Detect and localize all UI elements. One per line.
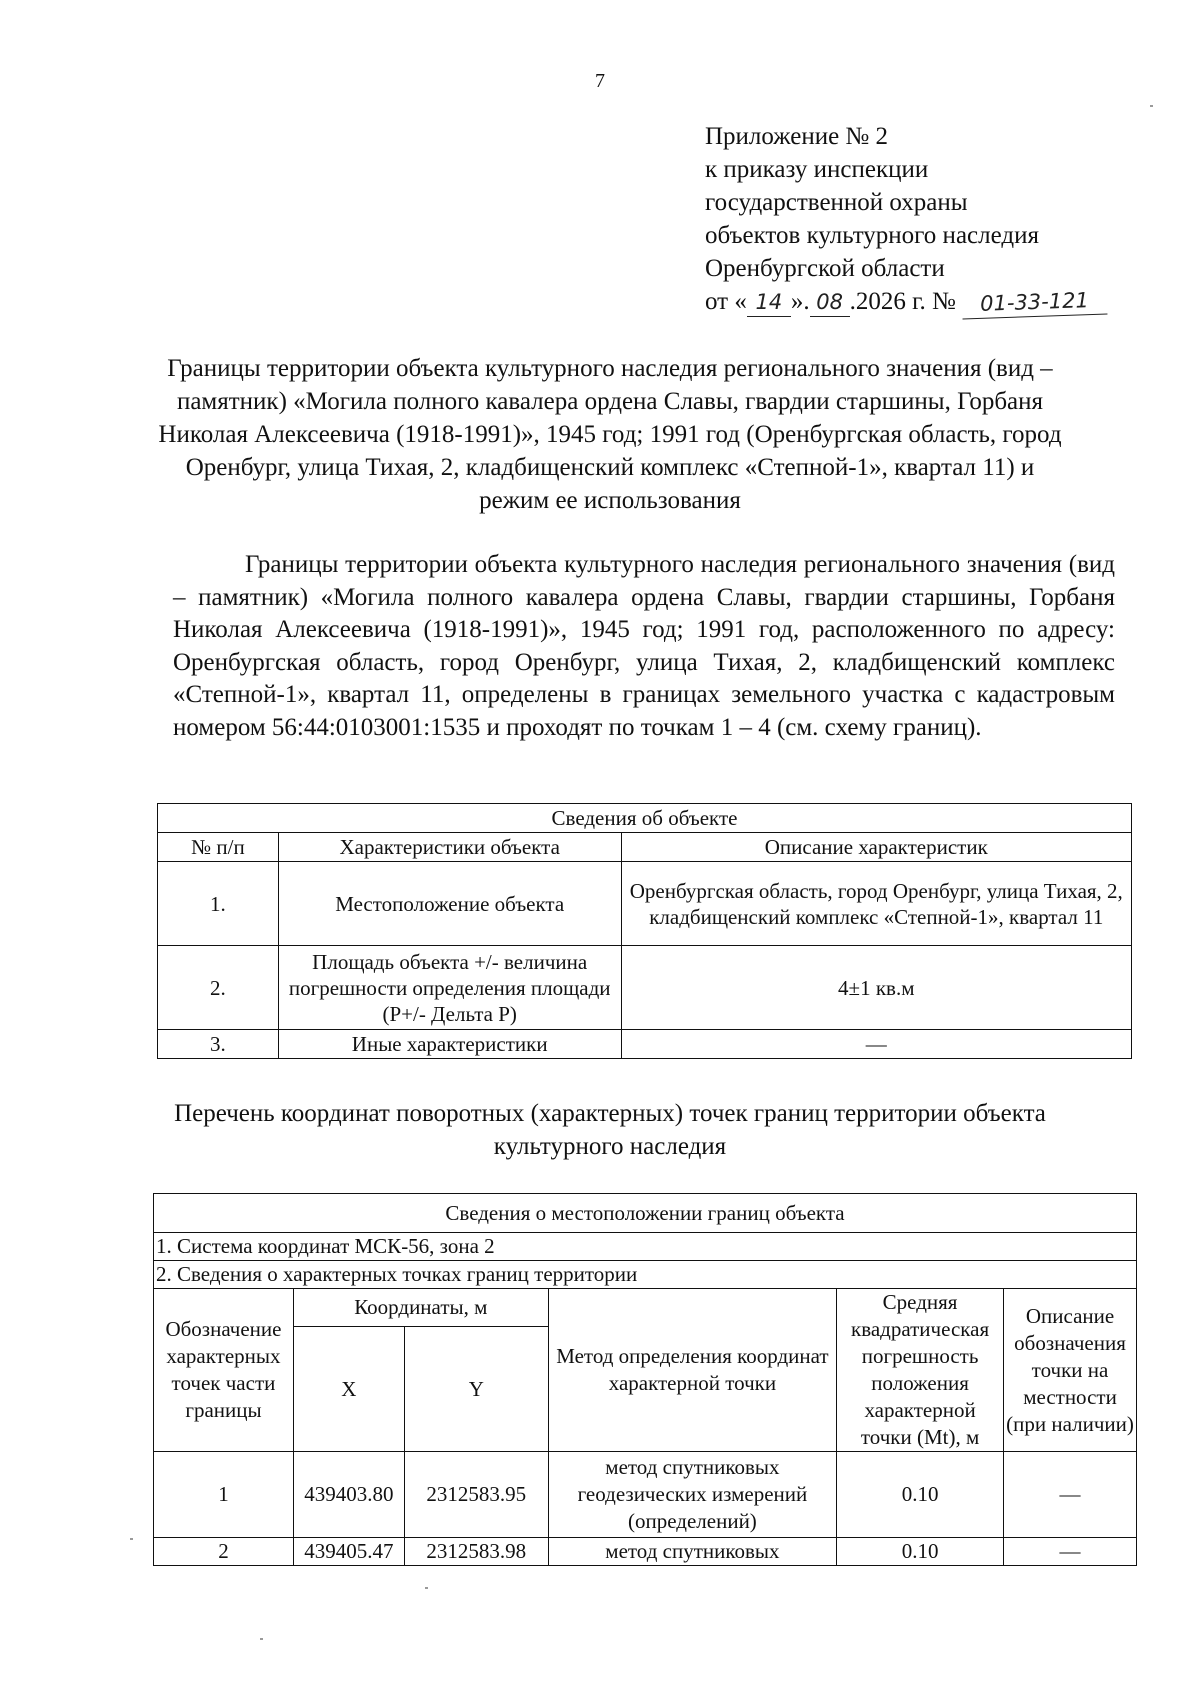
row-number: 2. (158, 946, 279, 1030)
object-info-table (157, 803, 1132, 1059)
handwritten-order-number: 01-33-121 (962, 283, 1108, 321)
date-year: .2026 г. № (849, 288, 956, 315)
appendix-block (705, 120, 1175, 319)
point-id: 2 (154, 1538, 294, 1566)
method-value: метод спутниковых (548, 1538, 836, 1566)
header-point: Обозначение характерных точек части границы (154, 1289, 294, 1452)
characteristic-value: 4±1 кв.м (621, 946, 1131, 1030)
coordinates-table (153, 1193, 1137, 1566)
table-row (158, 1030, 1132, 1059)
error-value: 0.10 (837, 1538, 1004, 1566)
column-header: Описание характеристик (621, 833, 1131, 862)
table-row (158, 946, 1132, 1030)
header-error: Средняя квадратическая погрешность положения характерной точки (Mt), м (837, 1289, 1004, 1452)
points-caption: 2. Сведения о характерных точках границ территории (154, 1261, 1137, 1289)
point-id: 1 (154, 1452, 294, 1538)
y-value: 2312583.98 (404, 1538, 548, 1566)
description-value: — (1004, 1452, 1137, 1538)
header-y: Y (404, 1327, 548, 1452)
column-header: № п/п (158, 833, 279, 862)
error-value: 0.10 (837, 1452, 1004, 1538)
characteristic-value: — (621, 1030, 1131, 1059)
characteristic-name: Иные характеристики (278, 1030, 621, 1059)
scan-speck (1150, 105, 1153, 107)
y-value: 2312583.95 (404, 1452, 548, 1538)
document-title: Границы территории объекта культурного наследия регионального значения (вид – памятник) «Могила полного кавалера ордена Славы, гвардии старшины, Горбаня Николая Алексеевича (1918-1991)», 1945 год; 1991 год (Оренбургская область, город Оренбург, улица Тихая, 2, кладбищенский комплекс «Степной-1», квартал 11) и режим ее использования (158, 355, 1062, 514)
appendix-line: Оренбургской области (705, 255, 945, 282)
characteristic-name: Местоположение объекта (278, 862, 621, 946)
coordinate-system: 1. Система координат МСК-56, зона 2 (154, 1233, 1137, 1261)
object-table-caption: Сведения об объекте (158, 804, 1132, 833)
scan-speck (425, 1587, 428, 1589)
header-method: Метод определения координат характерной точки (548, 1289, 836, 1452)
handwritten-day: 14 (747, 286, 791, 319)
header-x: X (293, 1327, 404, 1452)
table-row (158, 862, 1132, 946)
scan-speck (260, 1638, 263, 1640)
row-number: 3. (158, 1030, 279, 1059)
description-value: — (1004, 1538, 1137, 1566)
coordinates-list-title: Перечень координат поворотных (характерных) точек границ территории объекта культурного наследия (174, 1100, 1046, 1160)
order-date-line (705, 285, 1175, 319)
table-row (154, 1538, 1137, 1566)
header-description: Описание обозначения точки на местности (при наличии) (1004, 1289, 1137, 1452)
header-coordinates: Координаты, м (293, 1289, 548, 1327)
date-prefix: от « (705, 288, 747, 315)
appendix-line: к приказу инспекции (705, 156, 929, 183)
x-value: 439403.80 (293, 1452, 404, 1538)
appendix-line: Приложение № 2 (705, 123, 889, 150)
characteristic-value: Оренбургская область, город Оренбург, улица Тихая, 2, кладбищенский комплекс «Степной-1», квартал 11 (621, 862, 1131, 946)
handwritten-month: 08 (810, 286, 850, 319)
characteristic-name: Площадь объекта +/- величина погрешности определения площади (Р+/- Дельта Р) (278, 946, 621, 1030)
row-number: 1. (158, 862, 279, 946)
table-row (154, 1452, 1137, 1538)
appendix-line: государственной охраны (705, 189, 968, 216)
coord-table-caption: Сведения о местоположении границ объекта (154, 1194, 1137, 1233)
date-mid: ». (790, 288, 810, 315)
x-value: 439405.47 (293, 1538, 404, 1566)
method-value: метод спутниковых геодезических измерений (определений) (548, 1452, 836, 1538)
column-header: Характеристики объекта (278, 833, 621, 862)
scan-speck (130, 1538, 133, 1540)
page-number: 7 (595, 70, 605, 92)
body-paragraph: Границы территории объекта культурного наследия регионального значения (вид – памятник) «Могила полного кавалера ордена Славы, гвардии старшины, Горбаня Николая Алексеевича (1918-1991)», 1945 год; 1991 год, расположенного по адресу: Оренбургская область, город Оренбург, улица Тихая, 2, кладбищенский комплекс «Степной-1», квартал 11, определены в границах земельного участка с кадастровым номером 56:44:0103001:1535 и проходят по точкам 1 – 4 (см. схему границ). (173, 551, 1115, 741)
appendix-line: объектов культурного наследия (705, 222, 1039, 249)
